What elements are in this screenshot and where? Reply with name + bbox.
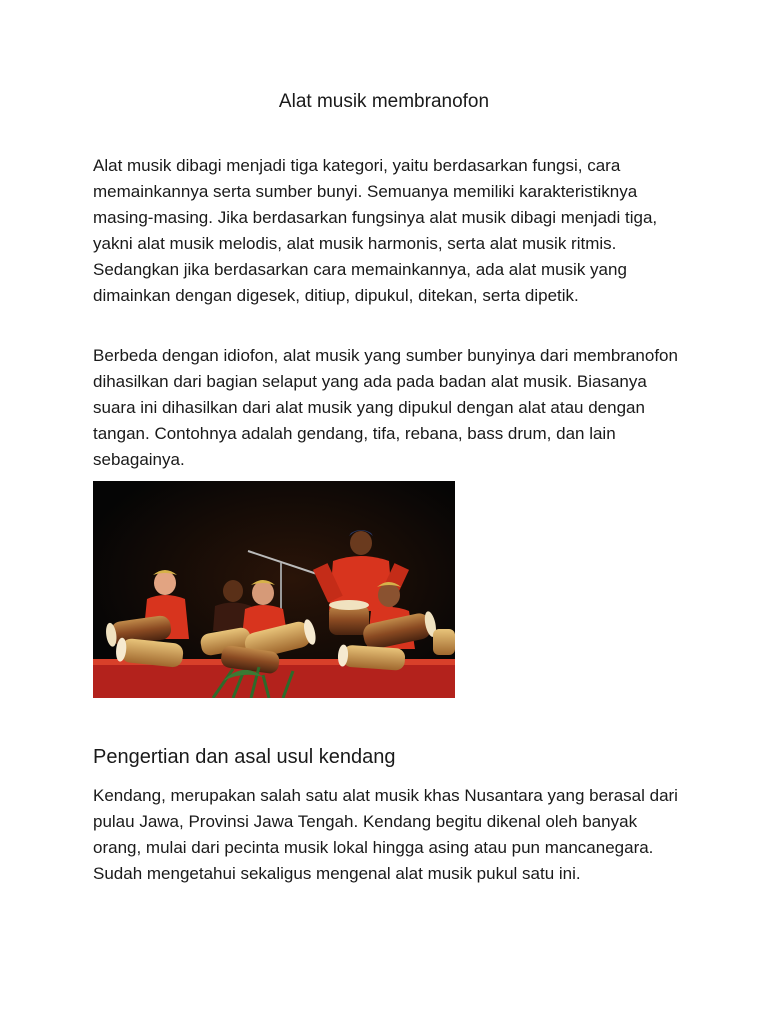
paragraph-kendang: Kendang, merupakan salah satu alat musik khas Nusantara yang berasal dari pulau Jawa, Provinsi Jawa Tengah. Kendang begitu dikenal oleh banyak orang, mulai dari pecinta musik lokal hingga asing atau pun mancanegara. Sudah mengetahui sekaligus mengenal alat musik pukul satu ini. — [93, 786, 678, 883]
section-heading: Pengertian dan asal usul kendang — [93, 746, 396, 768]
document-title: Alat musik membranofon — [278, 91, 490, 112]
paragraph-categories: Alat musik dibagi menjadi tiga kategori, yaitu berdasarkan fungsi, cara memainkannya serta sumber bunyi. Semuanya memiliki karakteristiknya masing-masing. Jika berdasarkan fungsinya alat musik dibagi menjadi tiga, yakni alat musik melodis, alat musik harmonis, serta alat musik ritmis. Sedangkan jika berdasarkan cara memainkannya, ada alat musik yang dimainkan dengan digesek, ditiup, dipukul, ditekan, serta dipetik. — [93, 156, 658, 305]
paragraph-membranofon: Berbeda dengan idiofon, alat musik yang sumber bunyinya dari membranofon dihasilkan dari bagian selaput yang ada pada badan alat musik. Biasanya suara ini dihasilkan dari alat musik yang dipukul dengan alat atau dengan tangan. Contohnya adalah gendang, tifa, rebana, bass drum, dan lain sebagainya. — [93, 346, 678, 469]
kendang-performance-photo — [93, 481, 455, 698]
